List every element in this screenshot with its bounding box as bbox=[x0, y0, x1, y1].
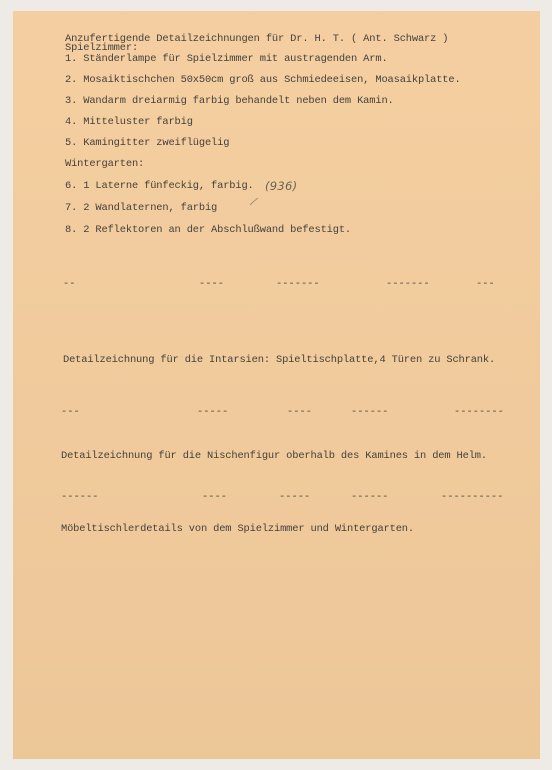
list-item: 6. 1 Laterne fünfeckig, farbig. bbox=[65, 180, 254, 192]
list-item: 3. Wandarm dreiarmig farbig behandelt neben dem Kamin. bbox=[65, 95, 394, 107]
dash-segment: ------ bbox=[351, 406, 389, 418]
heading-line: Anzufertigende Detailzeichnungen für Dr. H. T. ( Ant. Schwarz ) bbox=[65, 33, 449, 45]
list-item: 8. 2 Reflektoren an der Abschlußwand befestigt. bbox=[65, 224, 352, 236]
dash-segment: ---- bbox=[199, 278, 224, 290]
list-item: 4. Mitteluster farbig bbox=[65, 116, 193, 128]
list-item: 2. Mosaiktischchen 50x50cm groß aus Schmiedeeisen, Moasaikplatte. bbox=[65, 74, 461, 86]
dash-segment: -- bbox=[63, 278, 76, 290]
dash-segment: ------ bbox=[61, 491, 99, 503]
paper-sheet bbox=[13, 11, 540, 759]
dash-segment: ------- bbox=[386, 278, 430, 290]
dash-segment: ------- bbox=[276, 278, 320, 290]
list-item: 1. Ständerlampe für Spielzimmer mit austragenden Arm. bbox=[65, 53, 388, 65]
list-item: 7. 2 Wandlaternen, farbig bbox=[65, 202, 218, 214]
moebel-line: Möbeltischlerdetails von dem Spielzimmer und Wintergarten. bbox=[61, 523, 414, 535]
dash-segment: ------ bbox=[351, 491, 389, 503]
dash-segment: ----- bbox=[279, 491, 311, 503]
spielzimmer-label: Spielzimmer: bbox=[65, 42, 139, 54]
dash-segment: ----- bbox=[197, 406, 229, 418]
dash-segment: --- bbox=[476, 278, 495, 290]
dash-segment: ---------- bbox=[441, 491, 504, 503]
dash-segment: ---- bbox=[202, 491, 227, 503]
wintergarten-label: Wintergarten: bbox=[65, 158, 145, 170]
intarsien-line: Detailzeichnung für die Intarsien: Spieltischplatte,4 Türen zu Schrank. bbox=[63, 354, 496, 366]
nischenfigur-line: Detailzeichnung für die Nischenfigur oberhalb des Kamines in dem Helm. bbox=[61, 450, 487, 462]
list-item: 5. Kamingitter zweiflügelig bbox=[65, 137, 230, 149]
dash-segment: -------- bbox=[454, 406, 504, 418]
dash-segment: --- bbox=[61, 406, 80, 418]
dash-segment: ---- bbox=[287, 406, 312, 418]
handwritten-note: (936) bbox=[265, 179, 298, 193]
pencil-mark-icon bbox=[249, 197, 259, 207]
